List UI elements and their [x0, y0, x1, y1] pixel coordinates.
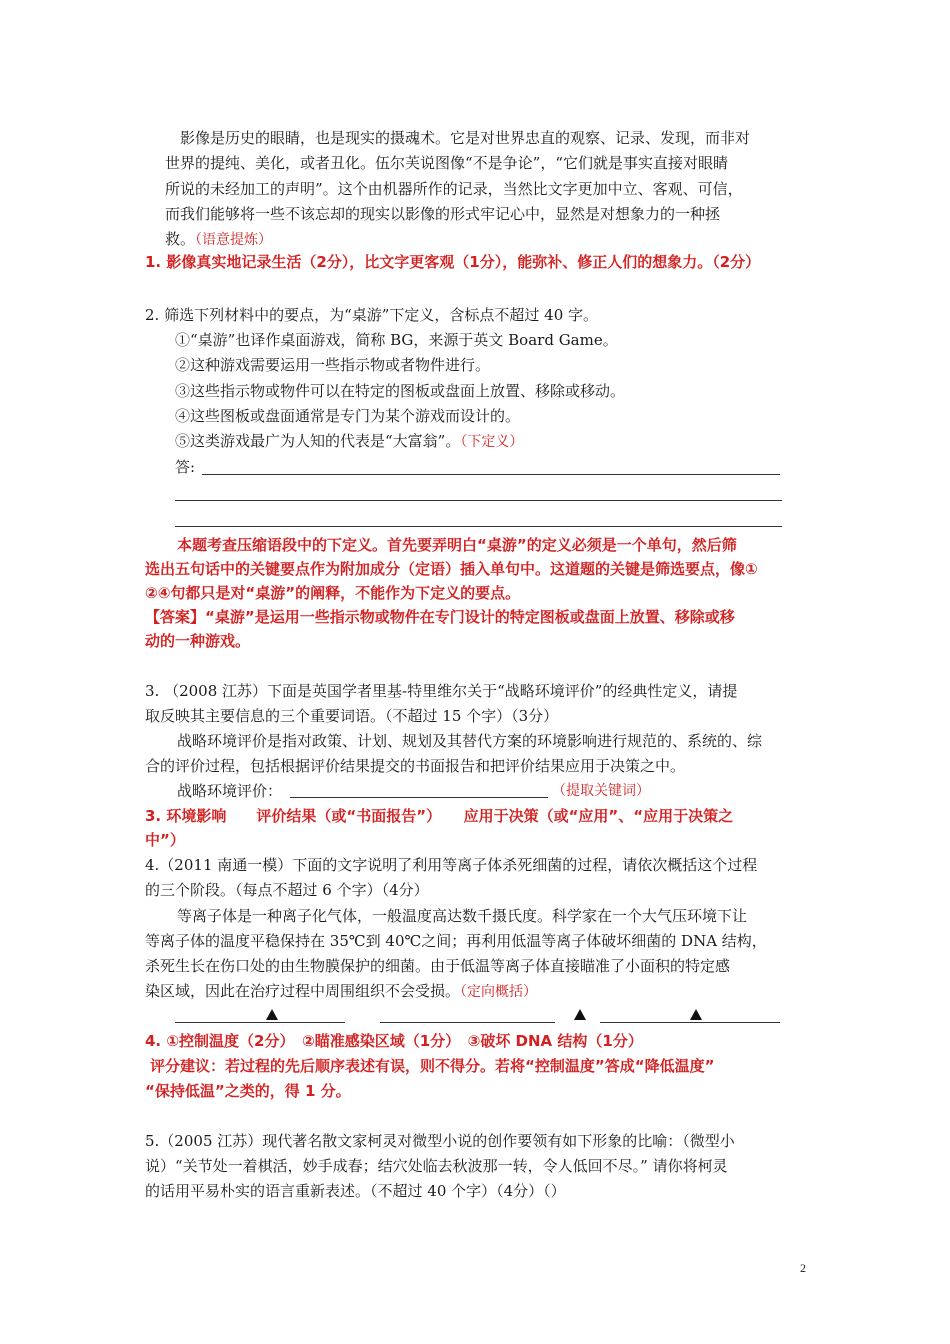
- passage1-last-text: 救。: [165, 230, 196, 248]
- passage1-answer: 1. 影像真实地记录生活（2分），比文字更客观（1分），能弥补、修正人们的想象力。（2分）: [145, 253, 761, 271]
- q5-stem-line: 的话用平易朴实的语言重新表述。（不超过 40 个字）（4分）（）: [145, 1182, 566, 1200]
- q2-answer-line: 【答案】“桌游”是运用一些指示物或物件在专门设计的特定图板或盘面上放置、移除或移: [145, 608, 735, 626]
- q5-stem-line: 说）“关节处一着棋活，妙手成春；结穴处临去秋波那一转，令人低回不尽。” 请你将柯灵: [145, 1157, 728, 1175]
- arrow-triangle-icon: [574, 1009, 586, 1020]
- arrow-triangle-icon: [690, 1009, 702, 1020]
- q3-answer-line: 3. 环境影响 评价结果（或“书面报告”） 应用于决策（或“应用”、“应用于决策之: [145, 807, 734, 825]
- arrow-triangle-icon: [266, 1009, 278, 1020]
- q4-passage-line: 等离子体的温度平稳保持在 35℃到 40℃之间；再利用低温等离子体破坏细菌的 DNA 结构，: [145, 932, 767, 950]
- q2-item5: ⑤这类游戏最广为人知的代表是“大富翁”。: [175, 432, 461, 450]
- page-number: 2: [800, 1261, 806, 1275]
- passage1-line: 而我们能够将一些不该忘却的现实以影像的形式牢记心中，显然是对想象力的一种拯: [165, 205, 721, 223]
- q2-analysis-line: 选出五句话中的关键要点作为附加成分（定语）插入单句中。这道题的关键是筛选要点，像①: [145, 560, 758, 578]
- q2-analysis-line: 本题考查压缩语段中的下定义。首先要弄明白“桌游”的定义必须是一个单句，然后筛: [177, 536, 737, 554]
- q4-advice-line: “保持低温”之类的，得 1 分。: [145, 1082, 351, 1100]
- q2-item: ②这种游戏需要运用一些指示物或者物件进行。: [175, 356, 491, 374]
- passage1-line: 影像是历史的眼睛，也是现实的摄魂术。它是对世界忠直的观察、记录、发现，而非对: [180, 129, 751, 147]
- q2-stem: 2. 筛选下列材料中的要点，为“桌游”下定义，含标点不超过 40 字。: [145, 306, 599, 324]
- q4-advice-line: 评分建议：若过程的先后顺序表述有误，则不得分。若将“控制温度”答成“降低温度”: [150, 1057, 715, 1075]
- q3-answer-line: 中”）: [145, 831, 185, 849]
- q4-blank-1[interactable]: [175, 1022, 345, 1023]
- q5-stem-line: 5.（2005 江苏）现代著名散文家柯灵对微型小说的创作要领有如下形象的比喻：（微型小: [145, 1132, 735, 1150]
- q4-blank-3[interactable]: [600, 1022, 780, 1023]
- q3-passage-line: 合的评价过程，包括根据评价结果提交的书面报告和把评价结果应用于决策之中。: [145, 757, 686, 775]
- q3-passage-line: 战略环境评价是指对政策、计划、规划及其替代方案的环境影响进行规范的、系统的、综: [177, 732, 763, 750]
- q2-answer-label: 答:: [175, 458, 196, 476]
- q3-answer-blank[interactable]: [290, 797, 548, 798]
- q2-item: ④这些图板或盘面通常是专门为某个游戏而设计的。: [175, 407, 521, 425]
- q2-answer-line-2[interactable]: [175, 500, 782, 501]
- q3-stem-line: 3. （2008 江苏）下面是英国学者里基-特里维尔关于“战略环境评价”的经典性定义，请提: [145, 682, 738, 700]
- q4-blank-2[interactable]: [380, 1022, 555, 1023]
- q2-analysis-line: ②④句都只是对“桌游”的阐释，不能作为下定义的要点。: [145, 584, 521, 602]
- passage1-line: 所说的未经加工的声明”。这个由机器所作的记录，当然比文字更加中立、客观、可信，: [165, 180, 743, 198]
- q4-passage-line: 等离子体是一种离子化气体，一般温度高达数千摄氏度。科学家在一个大气压环境下让: [177, 907, 748, 925]
- q3-tag: （提取关键词）: [552, 783, 650, 799]
- q4-passage-last-line: [145, 981, 537, 1002]
- q3-stem-line: 取反映其主要信息的三个重要词语。（不超过 15 个字）（3分）: [145, 707, 559, 725]
- passage1-tag: （语意提炼）: [195, 232, 273, 248]
- q4-answer: 4. ①控制温度（2分） ②瞄准感染区域（1分） ③破坏 DNA 结构（1分）: [145, 1032, 643, 1050]
- q2-answer-line-3[interactable]: [175, 526, 782, 527]
- q2-item5-line: [175, 431, 523, 452]
- q2-answer-line: 动的一种游戏。: [145, 632, 251, 650]
- q4-stem-line: 的三个阶段。（每点不超过 6 个字）（4分）: [145, 881, 429, 899]
- passage1-last-line: [165, 229, 272, 250]
- q2-answer-line-1[interactable]: [202, 474, 780, 475]
- passage1-line: 世界的提纯、美化，或者丑化。伍尔芙说图像“不是争论”，“它们就是事实直接对眼睛: [165, 154, 729, 172]
- q2-tag: （下定义）: [460, 434, 524, 450]
- q4-passage-line: 杀死生长在伤口处的由生物膜保护的细菌。由于低温等离子体直接瞄准了小面积的特定感: [145, 957, 731, 975]
- q2-item: ①“桌游”也译作桌面游戏，简称 BG，来源于英文 Board Game。: [175, 331, 618, 349]
- q4-stem-line: 4.（2011 南通一模）下面的文字说明了利用等离子体杀死细菌的过程，请依次概括这个过程: [145, 856, 758, 874]
- q4-tag: （定向概括）: [460, 984, 538, 1000]
- q4-passage-last-text: 染区域，因此在治疗过程中周围组织不会受损。: [145, 982, 461, 1000]
- q2-item: ③这些指示物或物件可以在特定的图板或盘面上放置、移除或移动。: [175, 382, 626, 400]
- q3-blank-label: 战略环境评价：: [177, 782, 283, 800]
